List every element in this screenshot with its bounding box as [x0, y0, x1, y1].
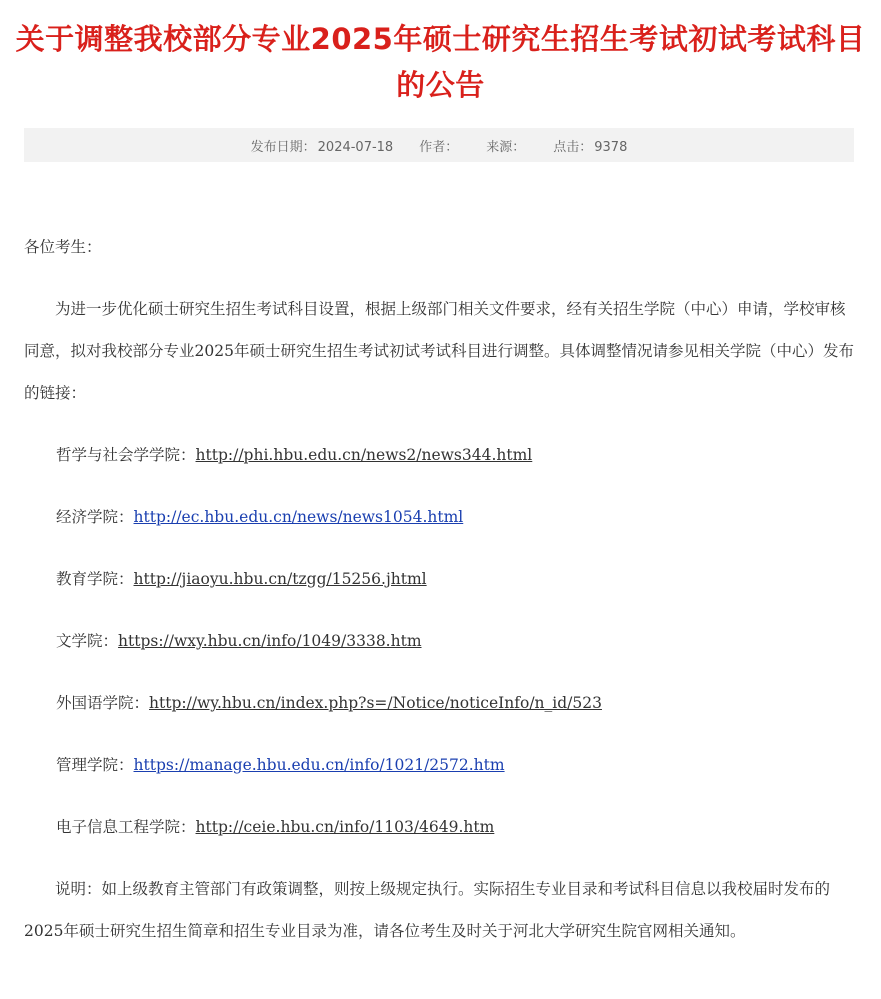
college-name: 哲学与社会学学院：	[56, 446, 196, 464]
publish-date-label: 发布日期：	[250, 139, 316, 155]
intro-paragraph: 为进一步优化硕士研究生招生考试科目设置，根据上级部门相关文件要求，经有关招生学院（中心）申请，学校审核同意，拟对我校部分专业2025年硕士研究生招生考试初试考试科目进行调整。具体调整情况请参见相关学院（中心）发布的链接：	[24, 300, 854, 402]
source-label: 来源：	[486, 139, 526, 155]
college-link[interactable]: http://wy.hbu.cn/index.php?s=/Notice/noticeInfo/n_id/523	[149, 694, 602, 712]
college-link[interactable]: https://wxy.hbu.cn/info/1049/3338.htm	[118, 632, 422, 650]
college-link-item	[24, 806, 858, 848]
college-link-item	[24, 496, 858, 538]
college-link-item	[24, 744, 858, 786]
publish-date-value: 2024-07-18	[317, 139, 394, 155]
college-name: 外国语学院：	[56, 694, 150, 712]
click-count-value: 9378	[594, 139, 628, 155]
click-count-label: 点击：	[553, 139, 593, 155]
college-name: 管理学院：	[56, 756, 134, 774]
college-link[interactable]: https://manage.hbu.edu.cn/info/1021/2572.htm	[133, 756, 505, 774]
author	[419, 136, 460, 155]
author-label: 作者：	[419, 139, 459, 155]
publish-date	[251, 136, 394, 155]
click-count	[553, 136, 627, 155]
college-link[interactable]: http://jiaoyu.hbu.cn/tzgg/15256.jhtml	[133, 570, 427, 588]
college-link[interactable]: http://ceie.hbu.cn/info/1103/4649.htm	[195, 818, 495, 836]
college-link-item	[24, 682, 858, 724]
college-name: 文学院：	[56, 632, 119, 650]
article-title: 关于调整我校部分专业2025年硕士研究生招生考试初试考试科目的公告	[15, 22, 866, 102]
college-name: 电子信息工程学院：	[56, 818, 196, 836]
article-meta-bar	[24, 128, 854, 162]
source	[486, 136, 527, 155]
college-link-item	[24, 558, 858, 600]
greeting: 各位考生：	[24, 238, 102, 256]
college-link-item	[24, 434, 858, 476]
college-name: 经济学院：	[56, 508, 134, 526]
college-link[interactable]: http://ec.hbu.edu.cn/news/news1054.html	[133, 508, 464, 526]
college-link-list	[24, 434, 858, 848]
note-paragraph: 说明：如上级教育主管部门有政策调整，则按上级规定执行。实际招生专业目录和考试科目信息以我校届时发布的2025年硕士研究生招生简章和招生专业目录为准，请各位考生及时关于河北大学研究生院官网相关通知。	[24, 880, 831, 940]
article-body	[24, 226, 858, 952]
college-link-item	[24, 620, 858, 662]
college-name: 教育学院：	[56, 570, 134, 588]
college-link[interactable]: http://phi.hbu.edu.cn/news2/news344.html	[195, 446, 533, 464]
